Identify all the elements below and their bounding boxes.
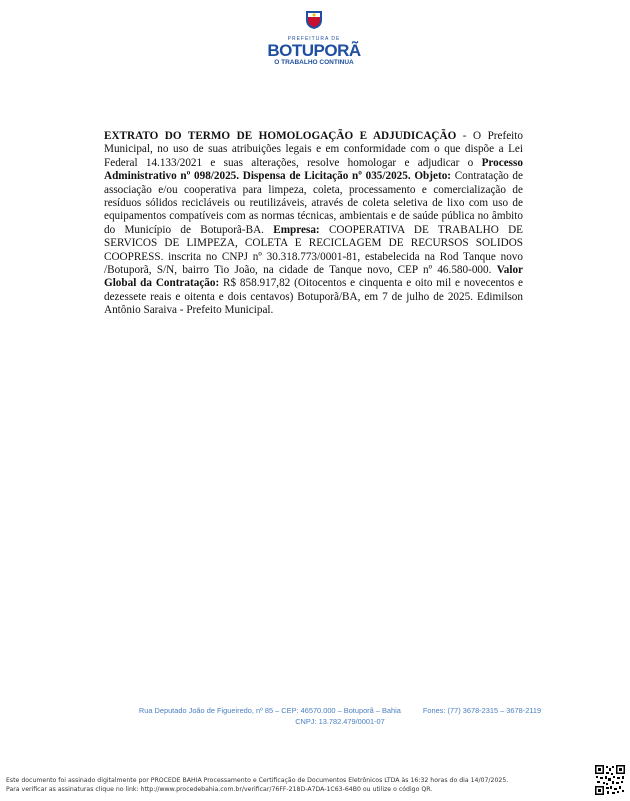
text-value: R$ 858.917,82 (Oitocentos e cinquenta e oito mil e novecentos e dezessete reais e oitenta e dois centavos) Botuporã/BA, em 7 de julho de 2025. Edimilson Antônio Saraiva - Prefeito Municipal.: [104, 277, 523, 317]
company-label: Empresa:: [273, 223, 320, 236]
text-company: COOPERATIVA DE TRABALHO DE SERVICOS DE LIMPEZA, COLETA E RECICLAGEM DE RECURSOS SOLIDOS COOPRESS. inscrita no CNPJ nº 30.318.773/0001-81, estabelecida na Rod Tanque novo /Botuporã, S/N, bairro Tio João, na cidade de Tanque novo, CEP nº 46.580-000.: [104, 223, 524, 277]
footer-address: [100, 705, 580, 727]
value-label: Valor Global da Contratação:: [104, 264, 523, 290]
process-reference: Processo Administrativo nº 098/2025. Dispensa de Licitação nº 035/2025. Objeto:: [104, 156, 523, 183]
logo-tagline: O TRABALHO CONTINUA: [274, 59, 354, 66]
footer-street: Rua Deputado João de Figueiredo, nº 85 – CEP: 46570.000 – Botuporã – Bahia: [138, 706, 401, 715]
municipality-logo: [262, 8, 366, 70]
text-object: Contratação de associação e/ou cooperativa para limpeza, coleta, processamento e comercialização de resíduos sólidos recicláveis ou reutilizáveis, através de coleta seletiva de lixo com uso de equipamentos compatíveis com as normas técnicas, ambientais e de saúde pública no âmbito do Município de Botuporã-BA.: [104, 170, 523, 236]
signature-line: Este documento foi assinado digitalmente por PROCEDE BAHIA Processamento e Certificação de Documentos Eletrônicos LTDA às 16:32 horas do dia 14/07/2025.: [6, 777, 509, 784]
document-title: EXTRATO DO TERMO DE HOMOLOGAÇÃO E ADJUDICAÇÃO: [104, 130, 457, 142]
qr-code-icon[interactable]: [595, 765, 625, 795]
text-intro: - O Prefeito Municipal, no uso de suas atribuições legais e em conformidade com o que dispõe a Lei Federal 14.133/2021 e suas alterações, resolve homologar e adjudicar o: [104, 130, 523, 169]
logo-prefix: PREFEITURA DE: [287, 36, 341, 42]
digital-signature-note: [6, 776, 586, 794]
footer-phones: Fones: (77) 3678-2315 – 3678-2119: [422, 706, 542, 715]
verification-line[interactable]: Para verificar as assinaturas clique no link: http://www.procedebahia.com.br/verificar/76FF-218D-A7DA-1C63-64B0 ou utilize o código QR.: [6, 786, 433, 793]
footer-cnpj: CNPJ: 13.782.479/0001-07: [295, 717, 385, 726]
crest-icon: [303, 8, 325, 30]
logo-name: BOTUPORÃ: [267, 41, 361, 60]
extract-text: [104, 130, 523, 318]
